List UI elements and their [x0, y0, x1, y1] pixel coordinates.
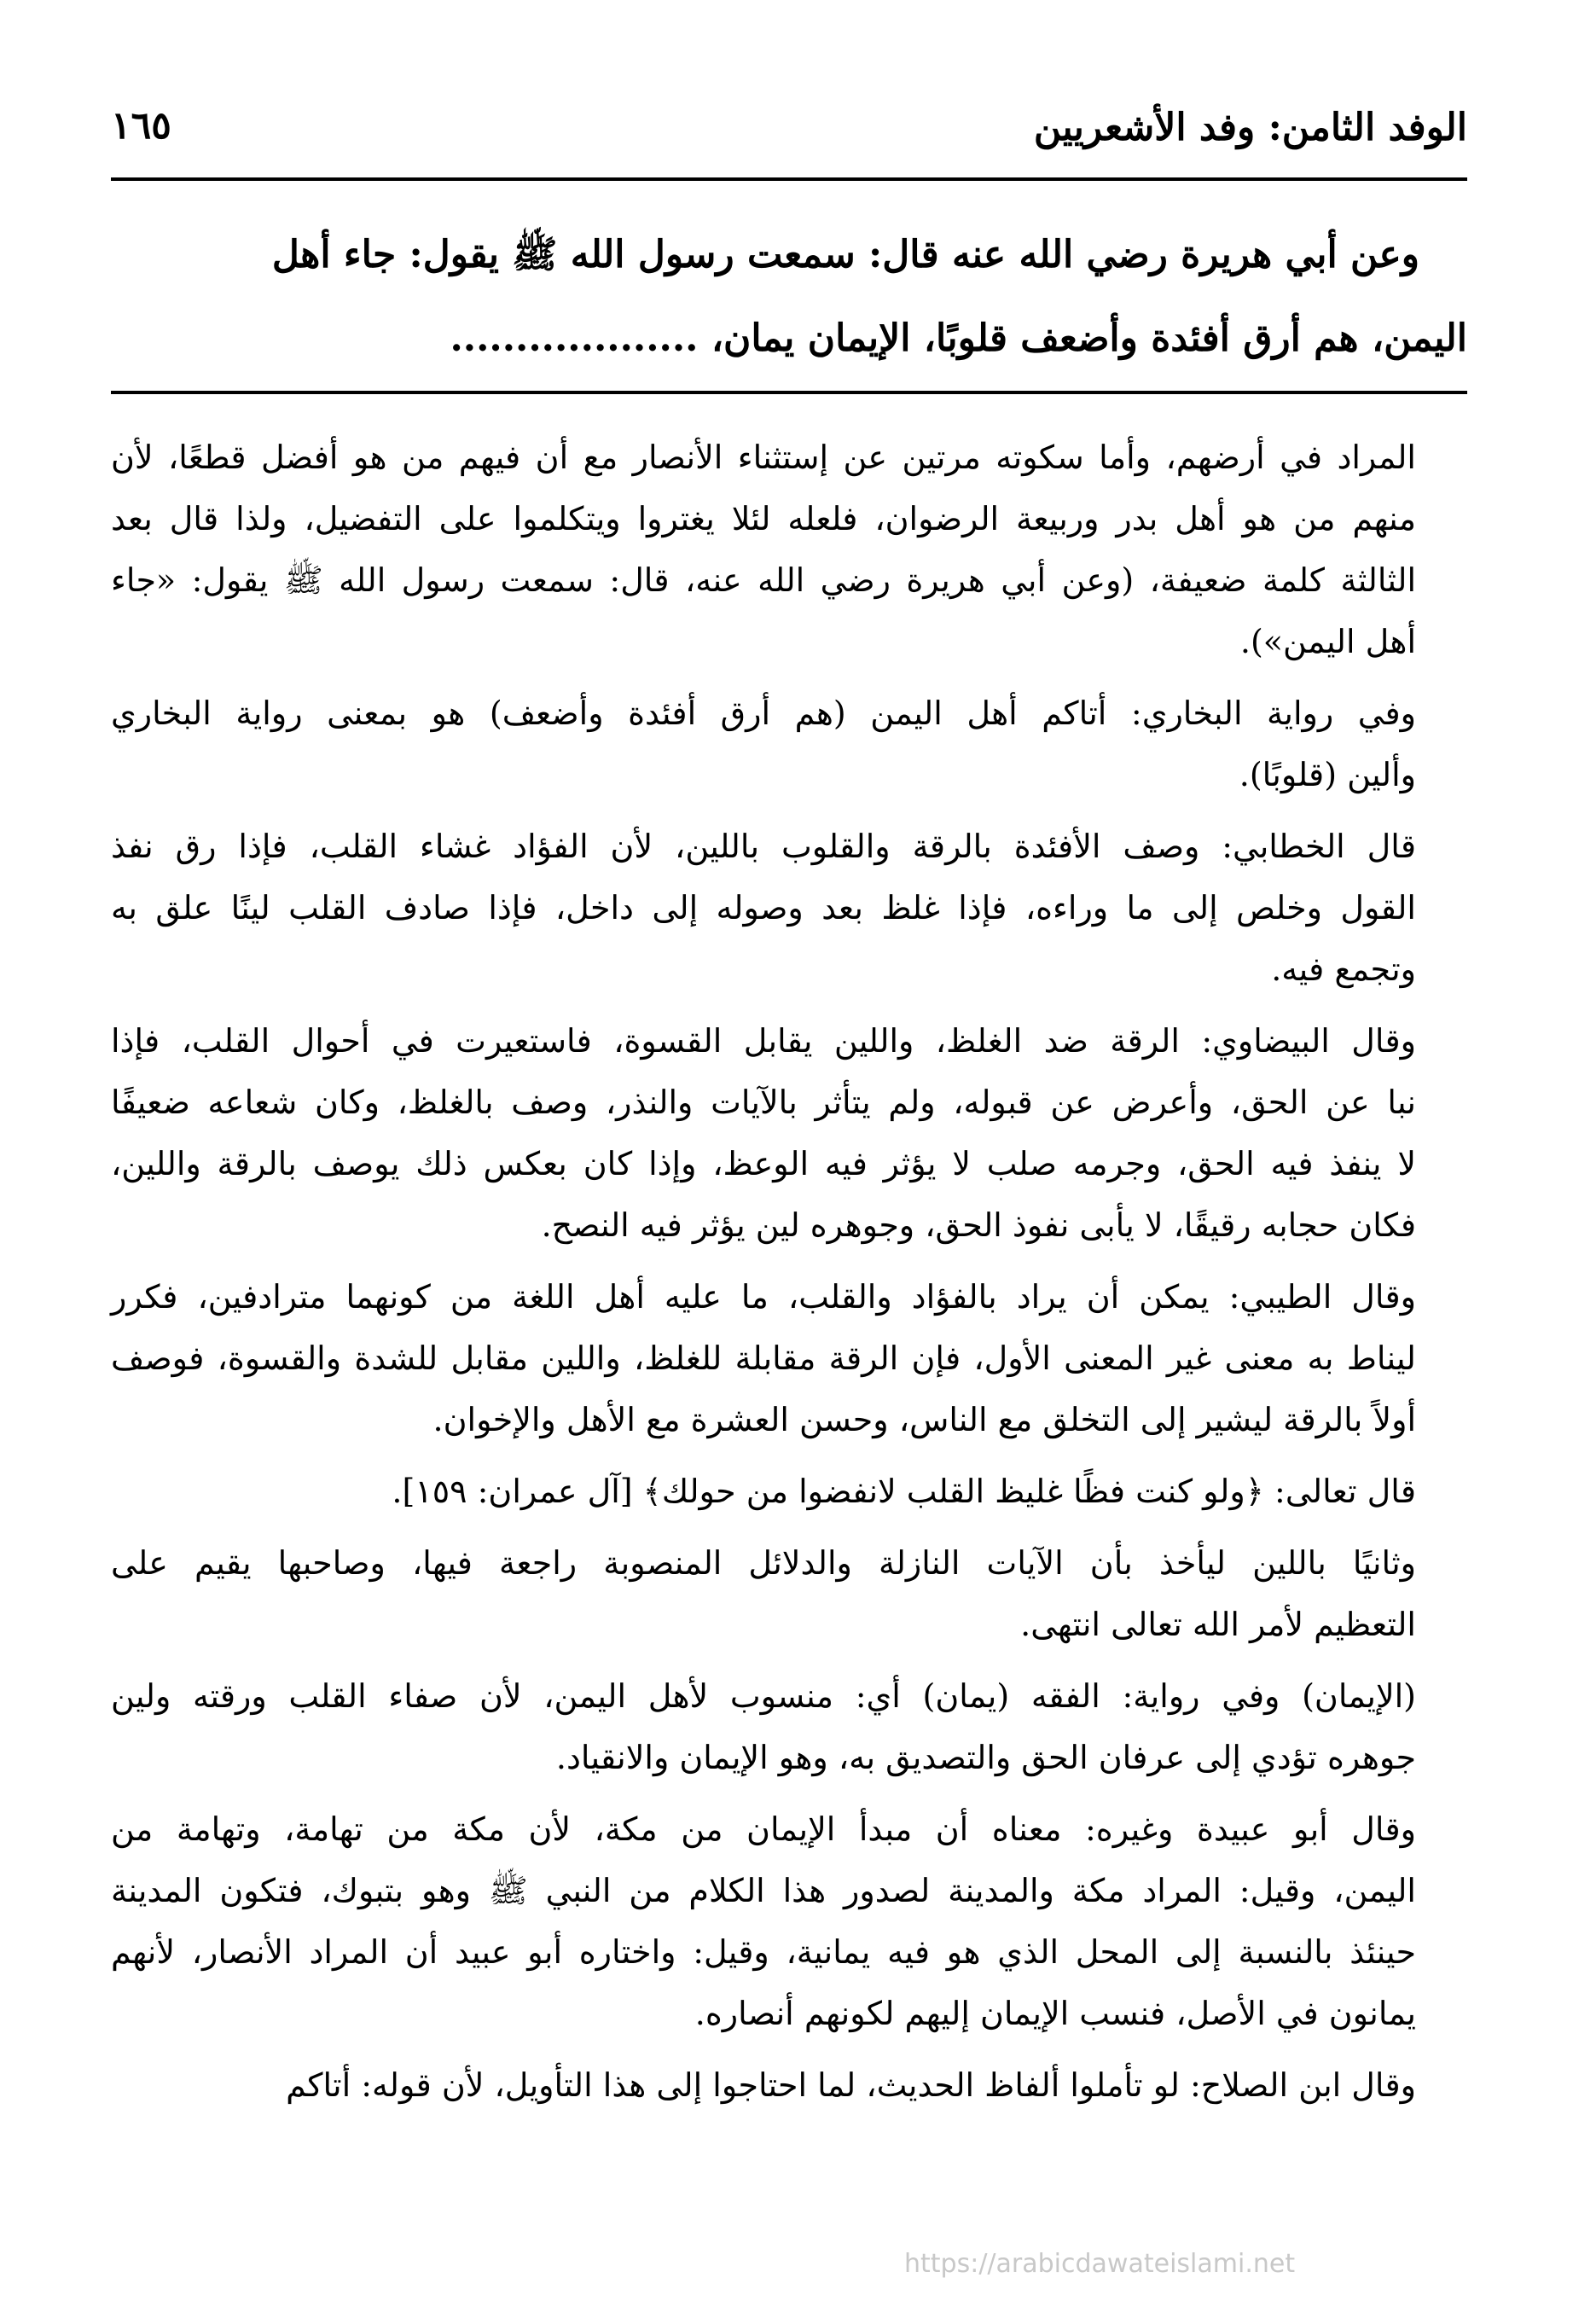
text-line: التعظيم لأمر الله تعالى انتهى. — [1020, 1606, 1416, 1643]
text-line: قال الخطابي: وصف الأفئدة بالرقة والقلوب باللين، لأن الفؤاد غشاء القلب، فإذا رق نفذ — [111, 828, 1416, 865]
text-line: منهم من هو أهل بدر وربيعة الرضوان، فلعله لئلا يغتروا ويتكلموا على التفضيل، ولذا قال بعد — [111, 500, 1416, 537]
text-line: جوهره تؤدي إلى عرفان الحق والتصديق به، وهو الإيمان والانقياد. — [555, 1739, 1416, 1776]
text-line: وقال البيضاوي: الرقة ضد الغلظ، واللين يقابل القسوة، فاستعيرت في أحوال القلب، فإذا — [111, 1022, 1416, 1060]
text-line: أهل اليمن»). — [1239, 623, 1416, 660]
commentary-paragraph — [111, 1010, 1467, 1256]
text-line: وتجمع فيه. — [1271, 950, 1416, 988]
hadith-line: وعن أبي هريرة رضي الله عنه قال: سمعت رسول الله ﷺ يقول: جاء أهل — [271, 233, 1419, 276]
text-line: وألين (قلوبًا). — [1239, 756, 1416, 793]
text-line: وثانيًا باللين ليأخذ بأن الآيات النازلة والدلائل المنصوبة راجعة فيها، وصاحبها يقيم على — [111, 1544, 1416, 1582]
text-line: فكان حجابه رقيقًا، لا يأبى نفوذ الحق، وجوهره لين يؤثر فيه النصح. — [541, 1206, 1416, 1244]
commentary-paragraph — [111, 1266, 1467, 1450]
text-line: وقال أبو عبيدة وغيره: معناه أن مبدأ الإيمان من مكة، لأن مكة من تهامة، وتهامة من — [111, 1810, 1416, 1848]
text-line: وقال الطيبي: يمكن أن يراد بالفؤاد والقلب، ما عليه أهل اللغة من كونهما مترادفين، فكرر — [111, 1278, 1416, 1316]
text-line: (الإيمان) وفي رواية: الفقه (يمان) أي: منسوب لأهل اليمن، لأن صفاء القلب ورقته ولين — [111, 1677, 1416, 1715]
text-line: ليناط به معنى غير المعنى الأول، فإن الرقة مقابلة للغلظ، واللين مقابل للشدة والقسوة، فوصف — [111, 1339, 1416, 1377]
text-line: وقال ابن الصلاح: لو تأملوا ألفاظ الحديث، لما احتاجوا إلى هذا التأويل، لأن قوله: أتاكم — [286, 2066, 1416, 2104]
commentary-paragraph — [111, 1461, 1467, 1522]
commentary-body — [111, 427, 1467, 2126]
commentary-paragraph — [111, 1532, 1467, 1655]
commentary-paragraph — [111, 427, 1467, 672]
section-rule — [111, 391, 1467, 394]
running-header — [111, 101, 1467, 160]
text-line: الثالثة كلمة ضعيفة، (وعن أبي هريرة رضي الله عنه، قال: سمعت رسول الله ﷺ يقول: «جاء — [111, 561, 1416, 599]
commentary-paragraph — [111, 2054, 1467, 2116]
text-line: القول وخلص إلى ما وراءه، فإذا غلظ بعد وصوله إلى داخل، فإذا صادف القلب لينًا علق به — [111, 889, 1416, 927]
commentary-paragraph — [111, 1798, 1467, 2044]
text-line: المراد في أرضهم، وأما سكوته مرتين عن إستثناء الأنصار مع أن فيهم من هو أفضل قطعًا، لأن — [111, 439, 1416, 476]
chapter-title: الوفد الثامن: وفد الأشعريين — [1033, 106, 1467, 149]
text-line: لا ينفذ فيه الحق، وجرمه صلب لا يؤثر فيه الوعظ، وإذا كان بعكس ذلك يوصف بالرقة واللين، — [111, 1145, 1416, 1182]
text-line: وفي رواية البخاري: أتاكم أهل اليمن (هم أرق أفئدة وأضعف) هو بمعنى رواية البخاري — [111, 694, 1416, 732]
hadith-line-text: اليمن، هم أرق أفئدة وأضعف قلوبًا، الإيمان يمان، — [711, 317, 1467, 360]
site-watermark: https://arabicdawateislami.net — [904, 2249, 1296, 2279]
commentary-paragraph — [111, 683, 1467, 805]
hadith-text — [111, 213, 1467, 381]
text-line: أولاً بالرقة ليشير إلى التخلق مع الناس، وحسن العشرة مع الأهل والإخوان. — [432, 1401, 1416, 1438]
hadith-dots: ................... — [450, 317, 699, 360]
text-line: حينئذ بالنسبة إلى المحل الذي هو فيه يمانية، وقيل: واختاره أبو عبيد أن المراد الأنصار، لأنهم — [111, 1933, 1416, 1971]
text-line: نبا عن الحق، وأعرض عن قبوله، ولم يتأثر بالآيات والنذر، وصف بالغلظ، وكان شعاعه ضعيفًا — [111, 1084, 1416, 1121]
page-number: ١٦٥ — [111, 104, 171, 148]
hadith-line — [111, 297, 1467, 381]
text-line: قال تعالى: ﴿ولو كنت فظًا غليظ القلب لانفضوا من حولك﴾ [آل عمران: ١٥٩]. — [392, 1473, 1416, 1510]
text-line: يمانون في الأصل، فنسب الإيمان إليهم لكونهم أنصاره. — [694, 1995, 1416, 2032]
header-rule — [111, 177, 1467, 181]
commentary-paragraph — [111, 1665, 1467, 1788]
text-line: اليمن، وقيل: المراد مكة والمدينة لصدور هذا الكلام من النبي ﷺ وهو بتبوك، فتكون المدينة — [111, 1872, 1416, 1909]
commentary-paragraph — [111, 816, 1467, 1000]
